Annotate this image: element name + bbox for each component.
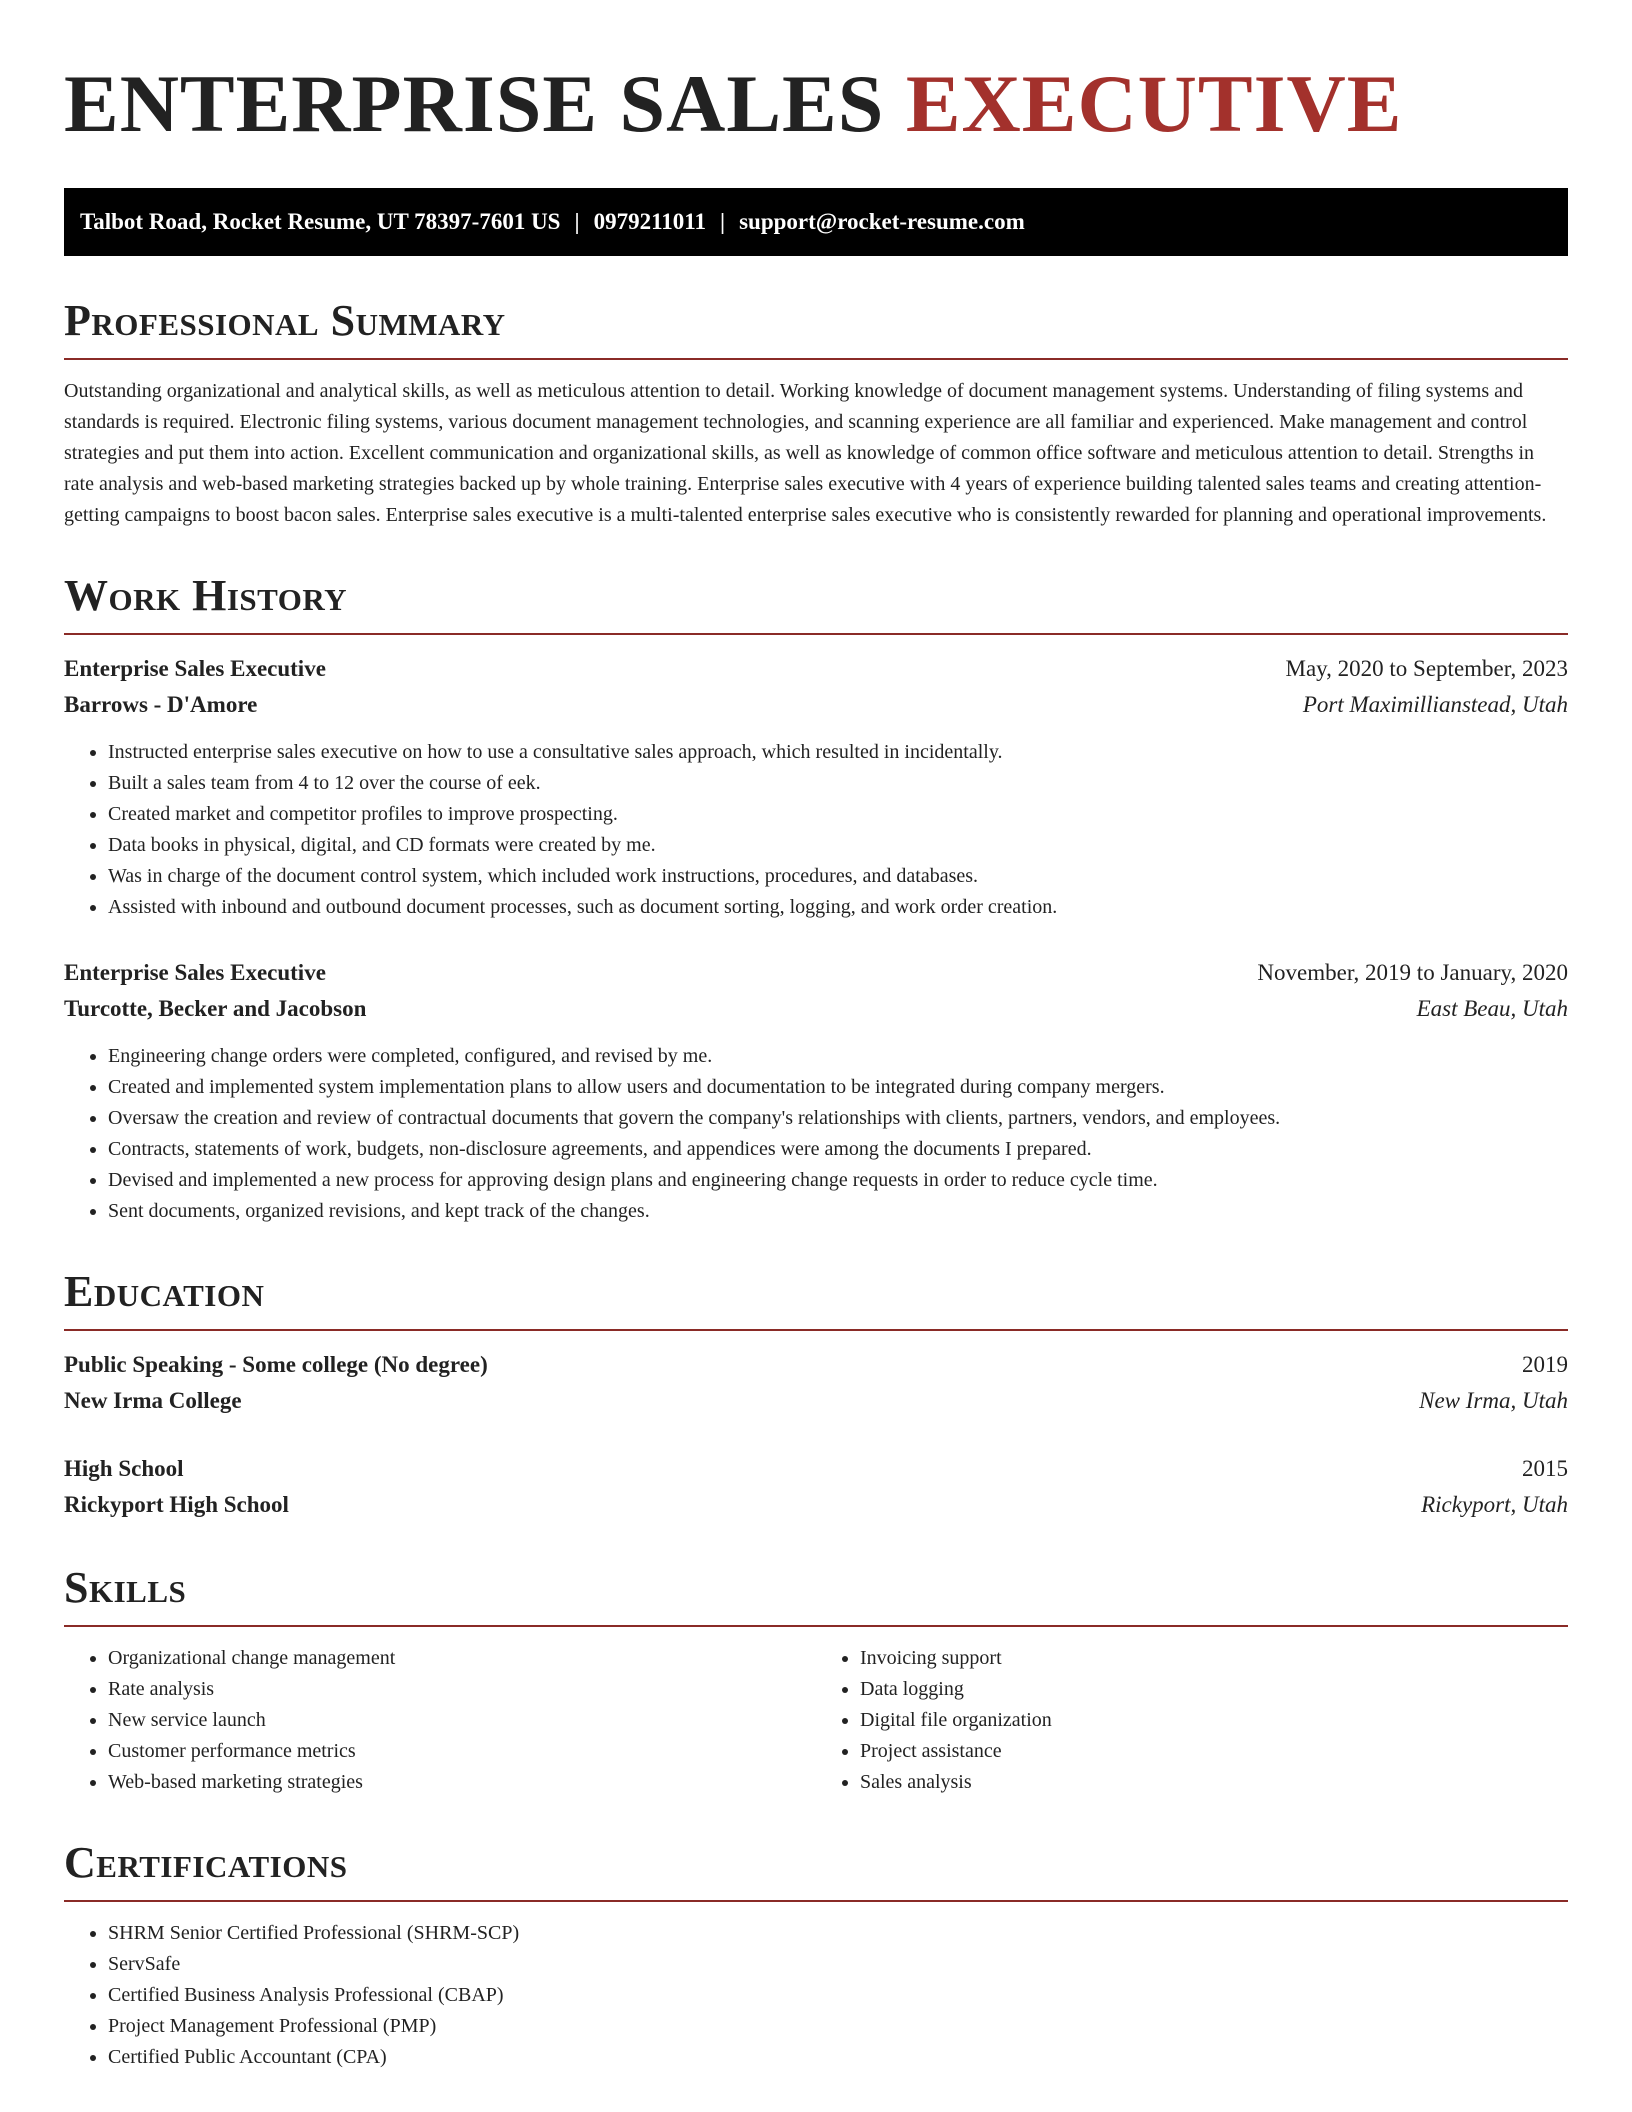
job-bullet: • Built a sales team from 4 to 12 over the course of eek.	[108, 768, 1568, 799]
education-school-row	[64, 1487, 1568, 1523]
skill-item: • Rate analysis	[108, 1674, 816, 1705]
job-location: Port Maximillianstead, Utah	[1302, 692, 1568, 717]
job-company-row	[64, 991, 1568, 1027]
job-bullets	[64, 1041, 1568, 1227]
job-bullet: • Sent documents, organized revisions, and kept track of the changes.	[108, 1196, 1568, 1227]
education-school-row	[64, 1383, 1568, 1419]
job-company: Barrows - D'Amore	[64, 692, 258, 717]
section-divider	[64, 633, 1568, 635]
certifications-section	[64, 1838, 1568, 2073]
certification-item: • Certified Business Analysis Professional (CBAP)	[108, 1980, 1568, 2011]
contact-email[interactable]: support@rocket-resume.com	[739, 209, 1025, 234]
skill-item: • Digital file organization	[860, 1705, 1568, 1736]
education-year: 2019	[1522, 1352, 1568, 1377]
summary-heading: Professional Summary	[64, 296, 506, 345]
job-bullet: • Data books in physical, digital, and CD formats were created by me.	[108, 830, 1568, 861]
skill-item: • Invoicing support	[860, 1643, 1568, 1674]
certification-item: • Project Management Professional (PMP)	[108, 2011, 1568, 2042]
skills-heading: Skills	[64, 1563, 187, 1612]
education-location: Rickyport, Utah	[1421, 1492, 1568, 1517]
job-company: Turcotte, Becker and Jacobson	[64, 996, 367, 1021]
education-school: New Irma College	[64, 1388, 242, 1413]
certifications-heading: Certifications	[64, 1838, 348, 1887]
education-school: Rickyport High School	[64, 1492, 289, 1517]
skill-item: • Customer performance metrics	[108, 1736, 816, 1767]
skills-list-right	[816, 1643, 1568, 1798]
education-degree: High School	[64, 1456, 184, 1481]
education-degree-row	[64, 1347, 1568, 1383]
job-bullet: • Devised and implemented a new process for approving design plans and engineering change requests in order to reduce cycle time.	[108, 1165, 1568, 1196]
job-header-row	[64, 955, 1568, 991]
job-location: East Beau, Utah	[1416, 996, 1568, 1021]
certification-item: • ServSafe	[108, 1949, 1568, 1980]
contact-address: Talbot Road, Rocket Resume, UT 78397-7601 US	[80, 209, 561, 234]
skill-item: • New service launch	[108, 1705, 816, 1736]
job-company-row	[64, 687, 1568, 723]
section-divider	[64, 1900, 1568, 1902]
job-bullet: • Created market and competitor profiles to improve prospecting.	[108, 799, 1568, 830]
contact-separator: |	[720, 209, 726, 234]
job-dates: November, 2019 to January, 2020	[1257, 960, 1568, 985]
education-degree: Public Speaking - Some college (No degree)	[64, 1352, 488, 1377]
skills-section	[64, 1563, 1568, 1798]
skills-columns	[64, 1643, 1568, 1798]
job-title: Enterprise Sales Executive	[64, 960, 326, 985]
title-accent: EXECUTIVE	[905, 58, 1403, 149]
education-entry	[64, 1451, 1568, 1523]
job-bullet: • Engineering change orders were completed, configured, and revised by me.	[108, 1041, 1568, 1072]
resume-title	[64, 58, 1568, 150]
certification-item: • SHRM Senior Certified Professional (SHRM-SCP)	[108, 1918, 1568, 1949]
skill-item: • Sales analysis	[860, 1767, 1568, 1798]
job-title: Enterprise Sales Executive	[64, 656, 326, 681]
education-year: 2015	[1522, 1456, 1568, 1481]
education-entry	[64, 1347, 1568, 1419]
job-bullet: • Was in charge of the document control system, which included work instructions, procedures, and databases.	[108, 861, 1568, 892]
work-history-section	[64, 571, 1568, 1227]
job-bullet: • Assisted with inbound and outbound document processes, such as document sorting, logging, and work order creation.	[108, 892, 1568, 923]
work-history-heading: Work History	[64, 571, 348, 620]
section-divider	[64, 1329, 1568, 1331]
education-heading: Education	[64, 1267, 265, 1316]
job-header-row	[64, 651, 1568, 687]
education-degree-row	[64, 1451, 1568, 1487]
section-divider	[64, 1625, 1568, 1627]
contact-separator: |	[574, 209, 580, 234]
section-divider	[64, 358, 1568, 360]
job-bullets	[64, 737, 1568, 923]
contact-bar	[64, 188, 1568, 256]
skill-item: • Project assistance	[860, 1736, 1568, 1767]
skill-item: • Organizational change management	[108, 1643, 816, 1674]
job-entry	[64, 651, 1568, 923]
job-bullet: • Oversaw the creation and review of contractual documents that govern the company's relationships with clients, partners, vendors, and employees.	[108, 1103, 1568, 1134]
title-main: ENTERPRISE SALES	[64, 58, 885, 149]
summary-section	[64, 296, 1568, 531]
skills-list-left	[64, 1643, 816, 1798]
job-dates: May, 2020 to September, 2023	[1285, 656, 1568, 681]
job-bullet: • Instructed enterprise sales executive on how to use a consultative sales approach, which resulted in incidentally.	[108, 737, 1568, 768]
job-bullet: • Contracts, statements of work, budgets, non-disclosure agreements, and appendices were among the documents I prepared.	[108, 1134, 1568, 1165]
summary-text: Outstanding organizational and analytical skills, as well as meticulous attention to detail. Working knowledge of document management systems. Understanding of filing systems and standards is required. Electronic filing systems, various document management technologies, and scanning experience are all familiar and experienced. Make management and control strategies and put them into action. Excellent communication and organizational skills, as well as knowledge of common office software and meticulous attention to detail. Strengths in rate analysis and web-based marketing strategies backed up by whole training. Enterprise sales executive with 4 years of experience building talented sales teams and creating attention-getting campaigns to boost bacon sales. Enterprise sales executive is a multi-talented enterprise sales executive who is consistently rewarded for planning and operational improvements.	[64, 380, 1547, 526]
certifications-list	[64, 1918, 1568, 2073]
contact-phone[interactable]: 0979211011	[593, 209, 707, 234]
skill-item: • Web-based marketing strategies	[108, 1767, 816, 1798]
job-bullet: • Created and implemented system implementation plans to allow users and documentation to be integrated during company mergers.	[108, 1072, 1568, 1103]
certification-item: • Certified Public Accountant (CPA)	[108, 2042, 1568, 2073]
job-entry	[64, 955, 1568, 1227]
education-section	[64, 1267, 1568, 1523]
skill-item: • Data logging	[860, 1674, 1568, 1705]
education-location: New Irma, Utah	[1419, 1388, 1568, 1413]
